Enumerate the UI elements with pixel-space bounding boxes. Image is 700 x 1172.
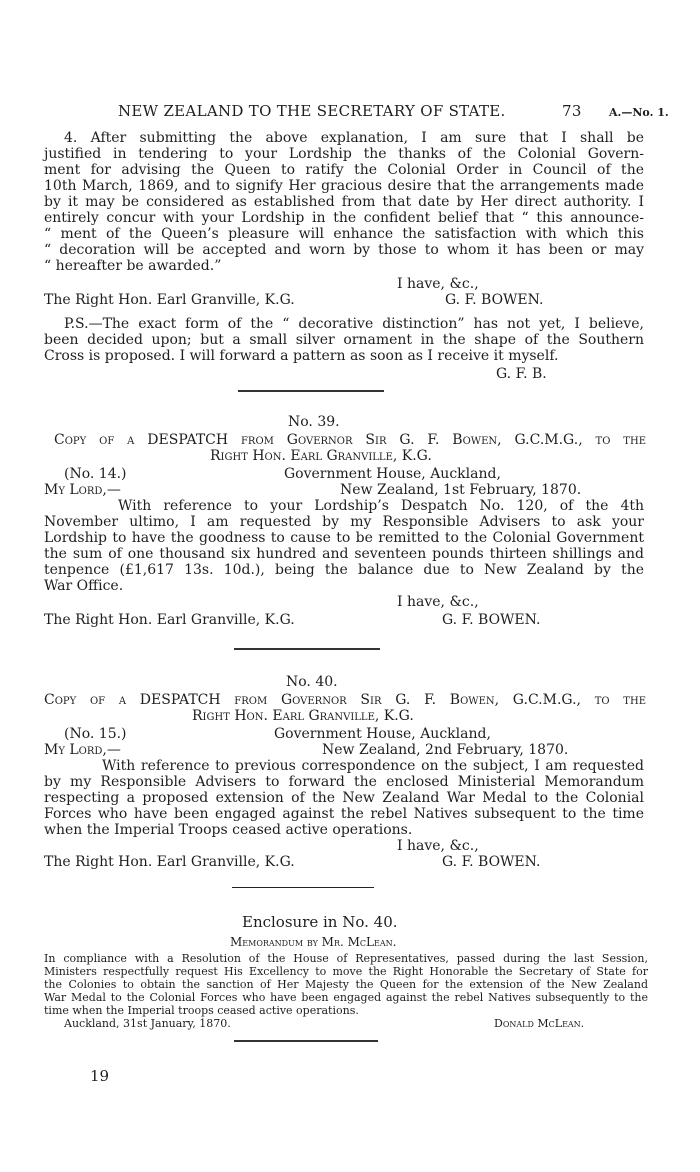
despatch-date: New Zealand, 2nd February, 1870.	[322, 742, 569, 758]
addressee: The Right Hon. Earl Granville, K.G.	[44, 292, 295, 308]
text-line: justified in tendering to your Lordship the thanks of the Colonial Govern-	[44, 146, 644, 162]
text-line: With reference to previous correspondence on the subject, I am requested	[102, 758, 644, 774]
text-line: respecting a proposed extension of the New Zealand War Medal to the Colonial	[44, 790, 644, 806]
despatch-title-recipient: Right Hon. Earl Granville, K.G.	[192, 708, 414, 724]
section-divider	[238, 390, 384, 392]
signature-mark: 19	[90, 1067, 110, 1085]
text-line: November ultimo, I am requested by my Responsible Advisers to ask your	[44, 514, 644, 530]
text-line: In compliance with a Resolution of the House of Representatives, passed during the last Session,	[44, 952, 648, 965]
signature: G. F. BOWEN.	[445, 292, 544, 308]
initials: G. F. B.	[496, 366, 547, 382]
despatch-title: Copy of a DESPATCH from Governor Sir G. F. Bowen, G.C.M.G., to the	[44, 692, 646, 708]
text-line: by my Responsible Advisers to forward the enclosed Ministerial Memorandum	[44, 774, 644, 790]
text-line: Forces who have been engaged against the rebel Natives subsequent to the time	[44, 806, 644, 822]
closing: I have, &c.,	[397, 594, 479, 610]
despatch-reference: (No. 15.)	[64, 726, 127, 742]
salutation: My Lord,—	[44, 742, 121, 758]
enclosure-title: Enclosure in No. 40.	[242, 913, 398, 931]
text-line: “ ment of the Queen’s pleasure will enhance the satisfaction with which this	[44, 226, 644, 242]
closing: I have, &c.,	[397, 276, 479, 292]
text-line: With reference to your Lordship’s Despatch No. 120, of the 4th	[118, 498, 644, 514]
text-line: time when the Imperial troops ceased active operations.	[44, 1004, 359, 1017]
despatch-place: Government House, Auckland,	[274, 726, 491, 742]
signature: G. F. BOWEN.	[442, 854, 541, 870]
section-divider	[232, 887, 374, 888]
text-line: the sum of one thousand six hundred and seventeen pounds thirteen shillings and	[44, 546, 644, 562]
despatch-number: No. 39.	[288, 414, 340, 430]
text-line: Ministers respectfully request His Excellency to move the Right Honorable the Secretary of State for	[44, 965, 648, 978]
text-line: War Office.	[44, 578, 124, 594]
section-divider	[234, 1040, 378, 1042]
closing: I have, &c.,	[397, 838, 479, 854]
text-line: Lordship to have the goodness to cause to be remitted to the Colonial Government	[44, 530, 644, 546]
signature: G. F. BOWEN.	[442, 612, 541, 628]
enclosure-signature: Donald McLean.	[494, 1017, 585, 1030]
text-line: 4. After submitting the above explanation, I am sure that I shall be	[64, 130, 644, 146]
text-line: War Medal to the Colonial Forces who have been engaged against the rebel Natives subsequently to the	[44, 991, 648, 1004]
text-line: tenpence (£1,617 13s. 10d.), being the balance due to New Zealand by the	[44, 562, 644, 578]
text-line: entirely concur with your Lordship in the confident belief that “ this announce-	[44, 210, 644, 226]
salutation: My Lord,—	[44, 482, 121, 498]
addressee: The Right Hon. Earl Granville, K.G.	[44, 854, 295, 870]
text-line: by it may be considered as established from that date by Her direct authority. I	[44, 194, 644, 210]
section-divider	[234, 648, 380, 650]
despatch-reference: (No. 14.)	[64, 466, 127, 482]
despatch-number: No. 40.	[286, 674, 338, 690]
document-reference: A.—No. 1.	[609, 106, 669, 119]
despatch-title-recipient: Right Hon. Earl Granville, K.G.	[210, 448, 432, 464]
despatch-place: Government House, Auckland,	[284, 466, 501, 482]
despatch-date: New Zealand, 1st February, 1870.	[340, 482, 582, 498]
text-line: ment for advising the Queen to ratify the Colonial Order in Council of the	[44, 162, 644, 178]
addressee: The Right Hon. Earl Granville, K.G.	[44, 612, 295, 628]
page-number: 73	[562, 102, 582, 120]
text-line: 10th March, 1869, and to signify Her gracious desire that the arrangements made	[44, 178, 644, 194]
text-line: “ decoration will be accepted and worn by those to whom it has been or may	[44, 242, 644, 258]
running-header-title: NEW ZEALAND TO THE SECRETARY OF STATE.	[118, 102, 506, 120]
text-line: “ hereafter be awarded.”	[44, 258, 222, 274]
text-line: P.S.—The exact form of the “ decorative distinction” has not yet, I believe,	[64, 316, 644, 332]
text-line: the Colonies to obtain the sanction of Her Majesty the Queen for the extension of the New Zealand	[44, 978, 648, 991]
text-line: been decided upon; but a small silver ornament in the shape of the Southern	[44, 332, 644, 348]
text-line: when the Imperial Troops ceased active operations.	[44, 822, 413, 838]
enclosure-subtitle: Memorandum by Mr. McLean.	[230, 935, 397, 949]
despatch-title: Copy of a DESPATCH from Governor Sir G. F. Bowen, G.C.M.G., to the	[54, 432, 646, 448]
enclosure-date: Auckland, 31st January, 1870.	[64, 1017, 231, 1030]
text-line: Cross is proposed. I will forward a pattern as soon as I receive it myself.	[44, 348, 559, 364]
